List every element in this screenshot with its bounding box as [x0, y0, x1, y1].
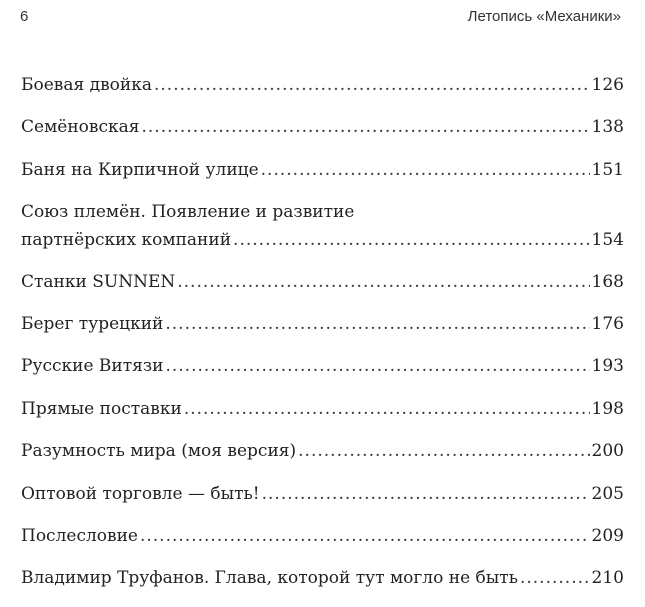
dot-leader — [520, 564, 590, 593]
toc-entry — [21, 156, 624, 185]
toc-entry-page: 154 — [591, 230, 624, 251]
toc-entry — [21, 268, 624, 297]
toc-entry-title: Станки SUNNEN — [21, 271, 176, 292]
dot-leader — [177, 268, 589, 297]
dot-leader — [154, 71, 590, 100]
dot-leader — [140, 522, 590, 551]
toc-entry-title: Прямые поставки — [21, 398, 182, 419]
dot-leader — [142, 113, 590, 142]
toc-entry-title: Баня на Кирпичной улице — [21, 159, 259, 180]
toc-entry — [21, 198, 624, 254]
toc-entry-last-line — [21, 226, 624, 254]
dot-leader — [233, 226, 590, 254]
toc-entry-page: 209 — [591, 525, 624, 546]
toc-entry-page: 176 — [591, 313, 624, 334]
toc-entry-page: 210 — [591, 568, 624, 589]
running-title: Летопись «Механики» — [467, 8, 621, 25]
dot-leader — [184, 395, 590, 424]
toc-entry — [21, 437, 624, 466]
toc-entry-title: Русские Витязи — [21, 356, 164, 377]
toc-entry-title: Разумность мира (моя версия) — [21, 441, 297, 462]
dot-leader — [165, 352, 589, 381]
toc-entry-page: 205 — [591, 483, 624, 504]
toc-entry-title-line2: партнёрских компаний — [21, 230, 232, 251]
toc-entry — [21, 352, 624, 381]
dot-leader — [261, 156, 590, 185]
toc-entry-title: Оптовой торговле — быть! — [21, 483, 260, 504]
running-head — [20, 8, 625, 28]
toc-entry — [21, 113, 624, 142]
toc-entry-title: Семёновская — [21, 117, 140, 138]
dot-leader — [165, 310, 589, 339]
toc-entry-title: Берег турецкий — [21, 313, 164, 334]
toc-entry-page: 200 — [591, 441, 624, 462]
toc-entry-page: 198 — [591, 398, 624, 419]
toc-entry — [21, 310, 624, 339]
toc-entry-page: 168 — [591, 271, 624, 292]
toc-entry-title-line1: Союз племён. Появление и развитие — [21, 202, 355, 223]
toc-entry — [21, 564, 624, 593]
toc-entry-page: 151 — [591, 159, 624, 180]
dot-leader — [298, 437, 589, 466]
toc-entry — [21, 480, 624, 509]
toc-entry — [21, 395, 624, 424]
toc-entry-title: Владимир Труфанов. Глава, которой тут могло не быть — [21, 568, 518, 589]
table-of-contents — [21, 71, 624, 607]
toc-entry-title: Послесловие — [21, 525, 138, 546]
dot-leader — [262, 480, 590, 509]
toc-entry — [21, 71, 624, 100]
toc-entry-page: 126 — [591, 75, 624, 95]
toc-entry-title: Боевая двойка — [21, 75, 152, 95]
toc-entry-page: 193 — [591, 356, 624, 377]
page-number: 6 — [20, 8, 29, 25]
toc-entry — [21, 522, 624, 551]
toc-entry-page: 138 — [591, 117, 624, 138]
